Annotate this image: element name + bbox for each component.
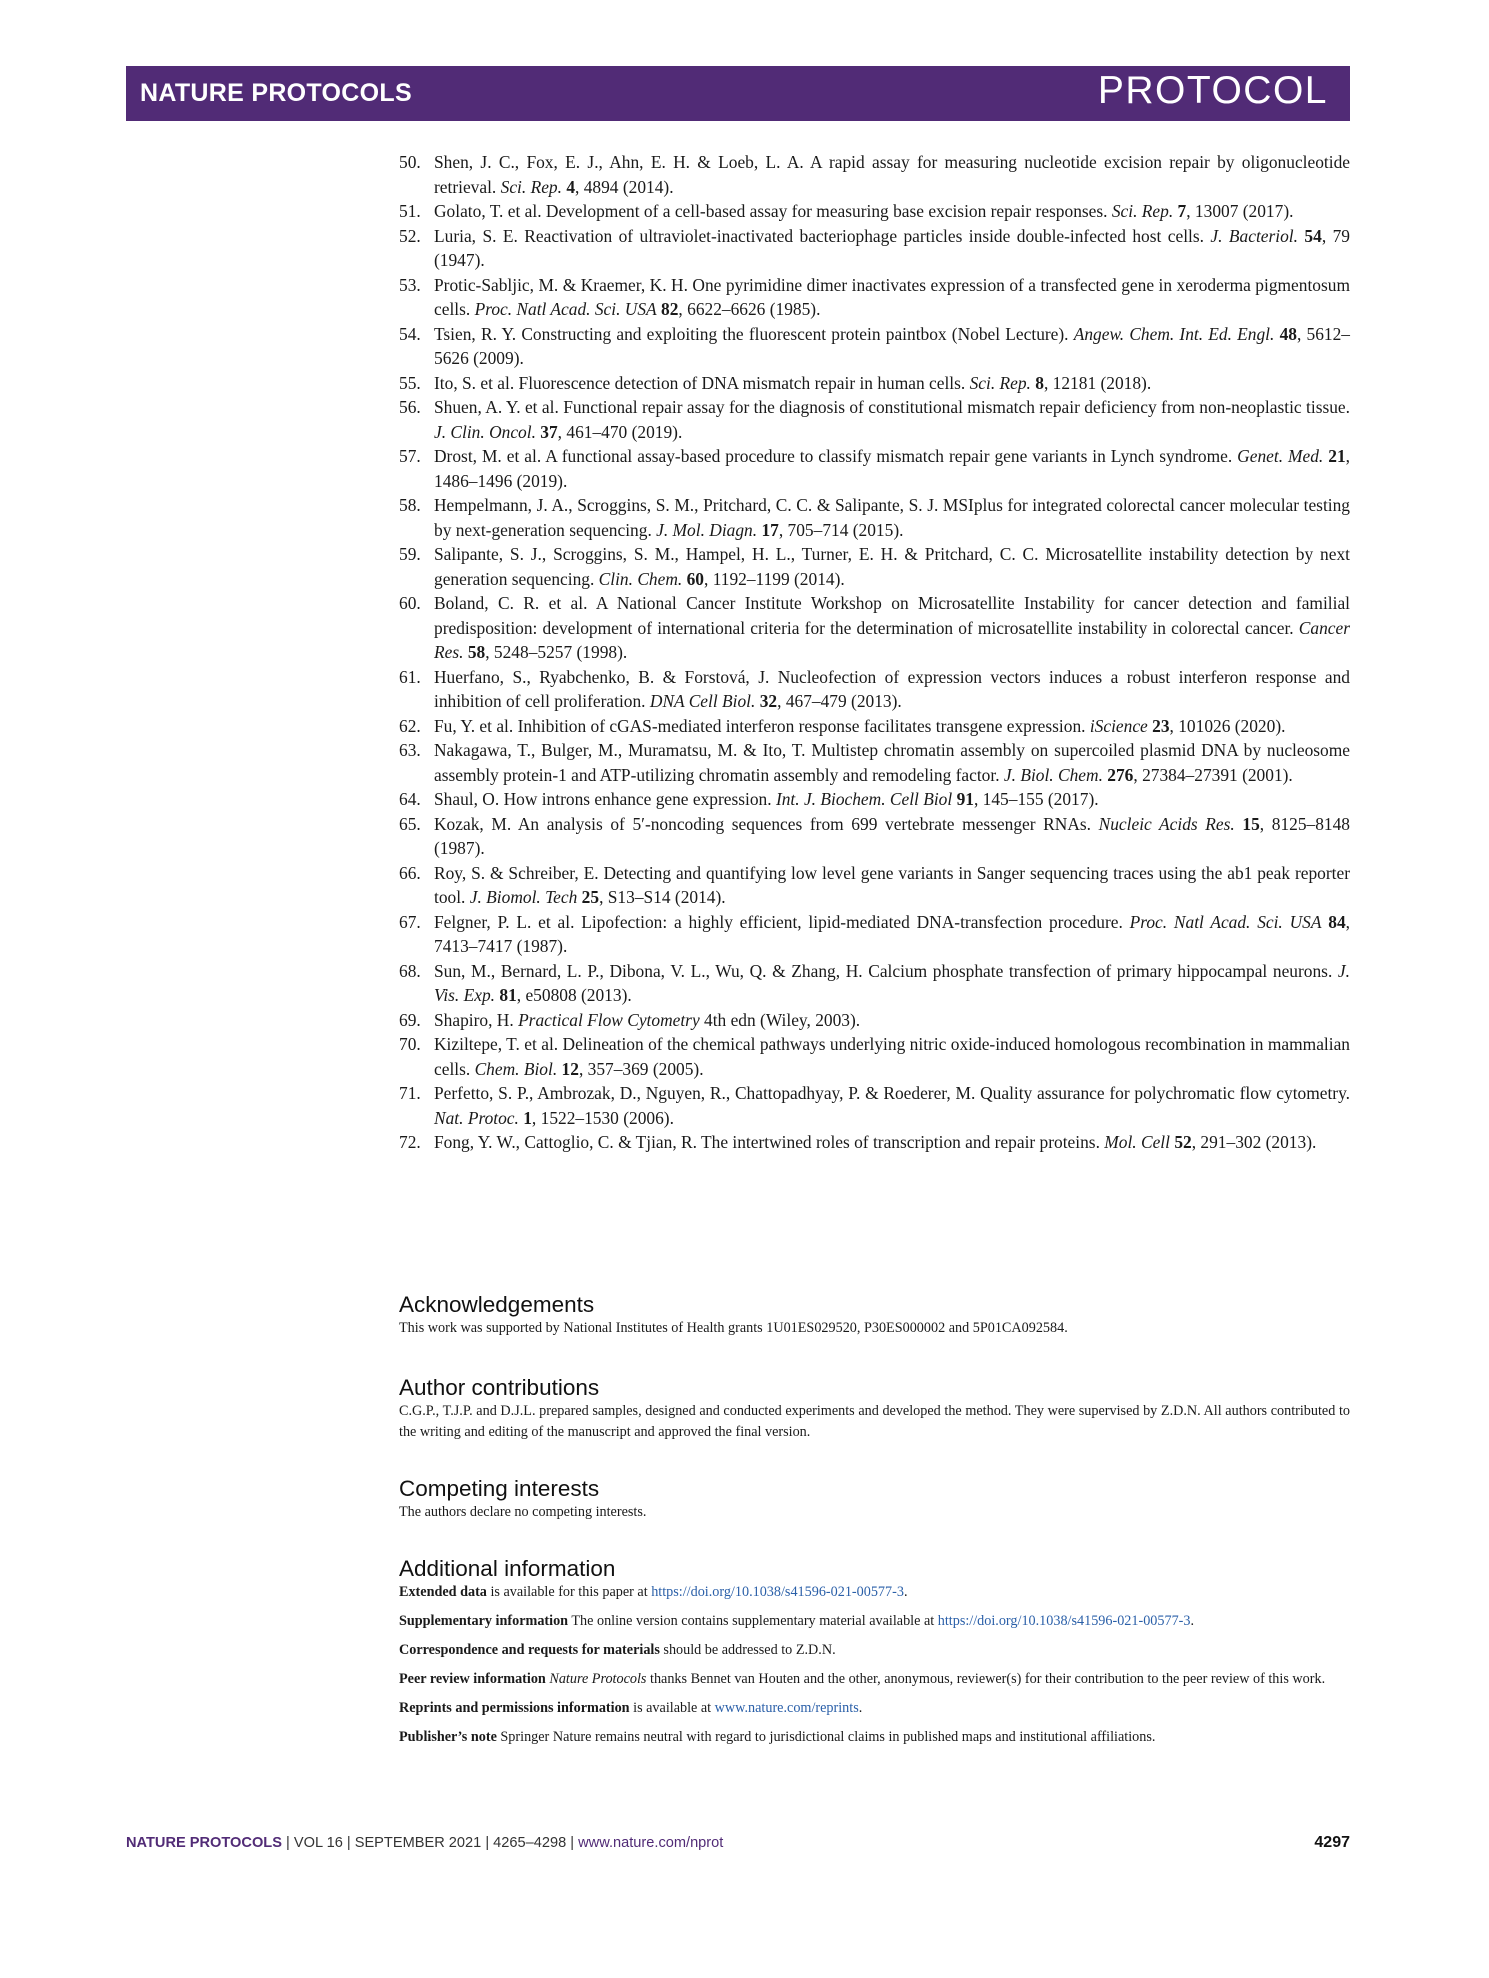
additional-information-heading: Additional information bbox=[399, 1556, 616, 1581]
reference-number: 72. bbox=[399, 1132, 421, 1152]
reference-number: 58. bbox=[399, 495, 421, 515]
competing-interests-text: The authors declare no competing interests. bbox=[399, 1504, 647, 1520]
reference-item: 56. Shuen, A. Y. et al. Functional repair assay for the diagnosis of constitutional mismatch repair deficiency from non-neoplastic tissue. J. Clin. Oncol. 37, 461–470 (2019). bbox=[399, 397, 1350, 442]
reference-number: 55. bbox=[399, 372, 421, 393]
reference-number: 62. bbox=[399, 715, 421, 736]
reference-number: 69. bbox=[399, 1009, 421, 1030]
reference-item: 70. Kiziltepe, T. et al. Delineation of the chemical pathways underlying nitric oxide-induced homologous recombination in mammalian cells. Chem. Biol. 12, 357–369 (2005). bbox=[399, 1034, 1350, 1079]
reference-item: 58. Hempelmann, J. A., Scroggins, S. M., Pritchard, C. C. & Salipante, S. J. MSIplus for integrated colorectal cancer molecular testing by next-generation sequencing. J. Mol. Diagn. 17, 705–714 (2015). bbox=[399, 495, 1350, 540]
reference-number: 66. bbox=[399, 862, 421, 883]
reference-item: 71. Perfetto, S. P., Ambrozak, D., Nguyen, R., Chattopadhyay, P. & Roederer, M. Quality assurance for polychromatic flow cytometry. Nat. Protoc. 1, 1522–1530 (2006). bbox=[399, 1083, 1350, 1128]
competing-interests-section bbox=[399, 1475, 1350, 1523]
reference-item: 69. Shapiro, H. Practical Flow Cytometry 4th edn (Wiley, 2003). bbox=[399, 1008, 1350, 1033]
reference-item: 59. Salipante, S. J., Scroggins, S. M., Hampel, H. L., Turner, E. H. & Pritchard, C. C. Microsatellite instability detection by next generation sequencing. Clin. Chem. 60, 1192–1199 (2014). bbox=[399, 544, 1350, 589]
reference-item: 61. Huerfano, S., Ryabchenko, B. & Forstová, J. Nucleofection of expression vectors induces a robust interferon response and inhibition of cell proliferation. DNA Cell Biol. 32, 467–479 (2013). bbox=[399, 666, 1350, 711]
reference-item: 64. Shaul, O. How introns enhance gene expression. Int. J. Biochem. Cell Biol 91, 145–155 (2017). bbox=[399, 787, 1350, 812]
footer-volume: VOL 16 bbox=[293, 1835, 343, 1851]
reference-number: 67. bbox=[399, 911, 421, 932]
reference-number: 68. bbox=[399, 960, 421, 981]
reference-number: 50. bbox=[399, 152, 421, 172]
extended-data-link[interactable]: https://doi.org/10.1038/s41596-021-00577-3 bbox=[651, 1584, 904, 1600]
reference-number: 54. bbox=[399, 323, 421, 344]
reference-number: 63. bbox=[399, 740, 421, 760]
reference-item: 57. Drost, M. et al. A functional assay-based procedure to classify mismatch repair gene variants in Lynch syndrome. Genet. Med. 21, 1486–1496 (2019). bbox=[399, 446, 1351, 491]
reference-item: 50. Shen, J. C., Fox, E. J., Ahn, E. H. & Loeb, L. A. A rapid assay for measuring nucleotide excision repair by oligonucleotide retrieval. Sci. Rep. 4, 4894 (2014). bbox=[399, 152, 1350, 197]
reference-item: 52. Luria, S. E. Reactivation of ultraviolet-inactivated bacteriophage particles inside double-infected host cells. J. Bacteriol. 54, 79 (1947). bbox=[399, 225, 1350, 270]
page-footer: NATURE PROTOCOLS | VOL 16 | SEPTEMBER 2021 | 4265–4298 | www.nature.com/nprot bbox=[126, 1835, 724, 1851]
publisher-note: Publisher’s note Springer Nature remains neutral with regard to jurisdictional claims in published maps and institutional affiliations. bbox=[399, 1729, 1156, 1745]
author-contributions-section bbox=[399, 1374, 1350, 1443]
reference-item: 63. Nakagawa, T., Bulger, M., Muramatsu, M. & Ito, T. Multistep chromatin assembly on supercoiled plasmid DNA by nucleosome assembly protein-1 and ATP-utilizing chromatin assembly and remodeling factor. J. Biol. Chem. 276, 27384–27391 (2001). bbox=[399, 740, 1350, 785]
reference-item: 68. Sun, M., Bernard, L. P., Dibona, V. L., Wu, Q. & Zhang, H. Calcium phosphate transfection of primary hippocampal neurons. J. Vis. Exp. 81, e50808 (2013). bbox=[399, 960, 1350, 1005]
reference-item: 51. Golato, T. et al. Development of a cell-based assay for measuring base excision repair responses. Sci. Rep. 7, 13007 (2017). bbox=[399, 199, 1350, 224]
footer-date: SEPTEMBER 2021 bbox=[354, 1835, 482, 1851]
footer-pages: 4265–4298 bbox=[493, 1835, 567, 1851]
reference-item: 66. Roy, S. & Schreiber, E. Detecting and quantifying low level gene variants in Sanger sequencing traces using the ab1 peak reporter tool. J. Biomol. Tech 25, S13–S14 (2014). bbox=[399, 862, 1350, 907]
reference-item: 54. Tsien, R. Y. Constructing and exploiting the fluorescent protein paintbox (Nobel Lecture). Angew. Chem. Int. Ed. Engl. 48, 5612–5626 (2009). bbox=[399, 323, 1350, 368]
reference-number: 70. bbox=[399, 1034, 421, 1054]
acknowledgements-text: This work was supported by National Institutes of Health grants 1U01ES029520, P30ES000002 and 5P01CA092584. bbox=[399, 1320, 1068, 1336]
reference-number: 56. bbox=[399, 397, 421, 417]
reference-item: 65. Kozak, M. An analysis of 5′-noncoding sequences from 699 vertebrate messenger RNAs. Nucleic Acids Res. 15, 8125–8148 (1987). bbox=[399, 813, 1351, 858]
reference-item: 55. Ito, S. et al. Fluorescence detection of DNA mismatch repair in human cells. Sci. Rep. 8, 12181 (2018). bbox=[399, 371, 1350, 396]
footer-journal: NATURE PROTOCOLS bbox=[126, 1835, 282, 1851]
journal-header-bar bbox=[126, 66, 1350, 121]
reference-item: 72. Fong, Y. W., Cattoglio, C. & Tjian, R. The intertwined roles of transcription and repair proteins. Mol. Cell 52, 291–302 (2013). bbox=[399, 1130, 1350, 1155]
reference-number: 64. bbox=[399, 789, 421, 809]
acknowledgements-heading: Acknowledgements bbox=[399, 1292, 595, 1317]
competing-interests-heading: Competing interests bbox=[399, 1476, 600, 1501]
footer-url[interactable]: www.nature.com/nprot bbox=[578, 1835, 724, 1851]
author-contributions-text: C.G.P., T.J.P. and D.J.L. prepared samples, designed and conducted experiments and developed the method. They were supervised by Z.D.N. All authors contributed to the writing and editing of the manuscript and approved the final version. bbox=[399, 1403, 1350, 1440]
supplementary-information-note: Supplementary information The online version contains supplementary material available at https://doi.org/10.1038/s41596-021-00577-3. bbox=[399, 1613, 1195, 1629]
peer-review-note: Peer review information Nature Protocols thanks Bennet van Houten and the other, anonymous, reviewer(s) for their contribution to the peer review of this work. bbox=[399, 1671, 1326, 1687]
reference-number: 57. bbox=[399, 446, 421, 466]
reference-number: 53. bbox=[399, 274, 421, 295]
reference-number: 51. bbox=[399, 201, 421, 221]
reference-number: 61. bbox=[399, 666, 421, 687]
page-number: 4297 bbox=[1314, 1834, 1350, 1851]
reprints-note: Reprints and permissions information is available at www.nature.com/reprints. bbox=[399, 1700, 863, 1716]
supplementary-link[interactable]: https://doi.org/10.1038/s41596-021-00577-3 bbox=[937, 1613, 1191, 1629]
acknowledgements-section bbox=[399, 1291, 1350, 1339]
article-type-label: PROTOCOL bbox=[1097, 69, 1328, 112]
reference-number: 52. bbox=[399, 225, 421, 246]
reference-list bbox=[399, 150, 1350, 1155]
reference-item: 60. Boland, C. R. et al. A National Cancer Institute Workshop on Microsatellite Instability for cancer detection and familial predisposition: development of international criteria for the determination of microsatellite instability in colorectal cancer. Cancer Res. 58, 5248–5257 (1998). bbox=[399, 593, 1350, 662]
author-contributions-heading: Author contributions bbox=[399, 1375, 600, 1400]
additional-information-section bbox=[399, 1555, 1350, 1756]
correspondence-note: Correspondence and requests for materials should be addressed to Z.D.N. bbox=[399, 1642, 836, 1658]
journal-name: NATURE PROTOCOLS bbox=[140, 79, 412, 107]
reference-number: 60. bbox=[399, 593, 421, 613]
reference-number: 71. bbox=[399, 1083, 421, 1103]
reference-number: 65. bbox=[399, 813, 421, 834]
reference-item: 53. Protic-Sabljic, M. & Kraemer, K. H. One pyrimidine dimer inactivates expression of a transfected gene in xeroderma pigmentosum cells. Proc. Natl Acad. Sci. USA 82, 6622–6626 (1985). bbox=[399, 274, 1350, 319]
reference-item: 62. Fu, Y. et al. Inhibition of cGAS-mediated interferon response facilitates transgene expression. iScience 23, 101026 (2020). bbox=[399, 714, 1350, 739]
extended-data-note: Extended data is available for this paper at https://doi.org/10.1038/s41596-021-00577-3. bbox=[399, 1584, 908, 1600]
reprints-link[interactable]: www.nature.com/reprints bbox=[714, 1700, 859, 1716]
reference-number: 59. bbox=[399, 544, 421, 564]
reference-item: 67. Felgner, P. L. et al. Lipofection: a highly efficient, lipid-mediated DNA-transfection procedure. Proc. Natl Acad. Sci. USA 84, 7413–7417 (1987). bbox=[399, 911, 1350, 956]
